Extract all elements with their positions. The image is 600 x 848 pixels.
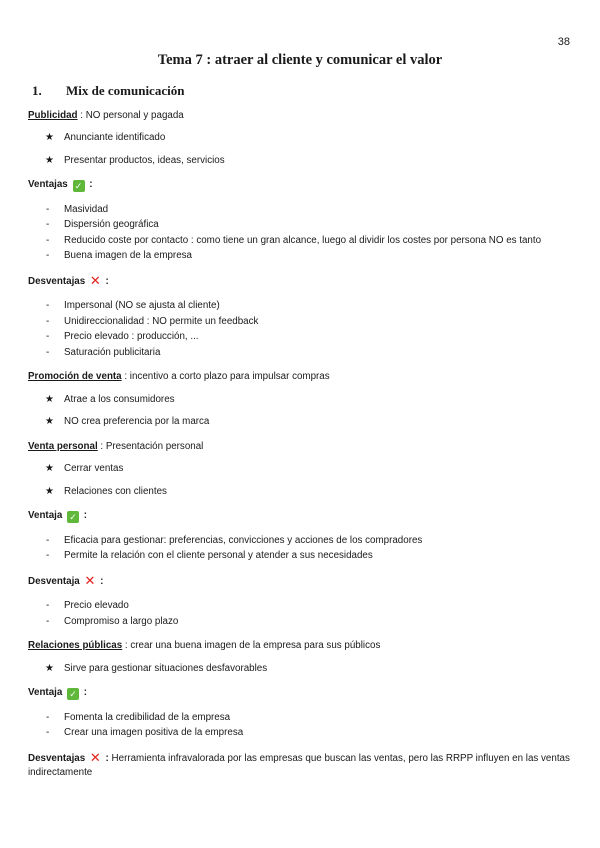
publicidad-desventajas-label: [28, 274, 573, 290]
dash-bullet: -: [46, 534, 50, 546]
list-item: [28, 330, 573, 345]
relaciones-ventaja-label: [28, 686, 573, 701]
list-item-text: Eficacia para gestionar: preferencias, convicciones y acciones de los compradores: [64, 534, 423, 546]
label-text: Desventajas: [28, 275, 86, 287]
label-colon: :: [102, 752, 109, 764]
check-icon: ✓: [67, 688, 79, 700]
star-icon: ★: [45, 485, 54, 497]
publicidad-ventajas-label: [28, 178, 573, 193]
promocion-points: [28, 393, 573, 430]
publicidad-definition-text: : NO personal y pagada: [77, 109, 184, 121]
publicidad-desventajas-list: [28, 299, 573, 360]
cross-icon: ✕: [89, 749, 101, 765]
label-text: Desventajas: [28, 752, 86, 764]
list-item: [28, 203, 573, 218]
list-item: [28, 726, 573, 741]
list-item-text: Precio elevado : producción, ...: [64, 331, 199, 342]
relaciones-desventajas: [28, 751, 573, 781]
list-item-text: Crear una imagen positiva de la empresa: [64, 727, 244, 738]
list-item: [28, 315, 573, 330]
promocion-definition: [28, 370, 573, 385]
list-item-text: Saturación publicitaria: [64, 346, 161, 358]
list-item-text: Buena imagen de la empresa: [64, 250, 192, 261]
list-item-text: Masividad: [64, 203, 109, 215]
dash-bullet: -: [46, 315, 50, 327]
list-item-text: Relaciones con clientes: [64, 485, 167, 497]
venta-personal-desventajas-list: [28, 599, 573, 629]
list-item-text: Dispersión geográfica: [64, 219, 159, 230]
label-text: Ventaja: [28, 510, 63, 521]
document-body: [28, 84, 573, 789]
label-colon: :: [102, 275, 109, 287]
list-item: [28, 549, 573, 564]
page-number: 38: [557, 36, 570, 48]
label-colon: :: [97, 575, 104, 587]
section-heading: [32, 84, 573, 99]
relaciones-desventajas-text: Herramienta infravalorada por las empresas que buscan las ventas, pero las RRPP influyen en las ventas indirectamente: [28, 752, 570, 778]
list-item-text: Atrae a los consumidores: [64, 393, 175, 405]
list-item: [28, 615, 573, 630]
relaciones-points: [28, 662, 573, 677]
venta-personal-definition: [28, 440, 573, 455]
list-item-text: Unidireccionalidad : NO permite un feedback: [64, 315, 259, 327]
venta-personal-term: Venta personal: [28, 440, 98, 452]
star-icon: ★: [45, 463, 54, 474]
dash-bullet: -: [46, 203, 50, 215]
list-item-text: Reducido coste por contacto : como tiene un gran alcance, luego al dividir los costes por persona NO es tanto: [64, 234, 542, 246]
venta-personal-ventaja-label: [28, 509, 573, 524]
list-item: [28, 415, 573, 430]
list-item-text: Anunciante identificado: [64, 132, 166, 143]
dash-bullet: -: [46, 346, 50, 358]
dash-bullet: -: [46, 300, 50, 311]
dash-bullet: -: [46, 219, 50, 230]
cross-icon: ✕: [89, 272, 101, 288]
label-text: Ventajas: [28, 179, 68, 190]
dash-bullet: -: [46, 234, 50, 246]
dash-bullet: -: [46, 727, 50, 738]
dash-bullet: -: [46, 550, 50, 561]
publicidad-definition: [28, 109, 573, 124]
venta-personal-points: [28, 462, 573, 499]
relaciones-ventajas-list: [28, 711, 573, 741]
venta-personal-desventaja-label: [28, 574, 573, 590]
list-item: [28, 218, 573, 233]
list-item: [28, 462, 573, 477]
label-text: Desventaja: [28, 575, 80, 587]
relaciones-definition: [28, 639, 573, 654]
list-item-text: Precio elevado: [64, 600, 129, 611]
promocion-term: Promoción de venta: [28, 371, 122, 382]
label-colon: :: [81, 510, 88, 521]
dash-bullet: -: [46, 615, 50, 627]
relaciones-desventajas-label: [28, 749, 109, 765]
list-item: [28, 131, 573, 146]
list-item: [28, 534, 573, 549]
list-item: [28, 299, 573, 314]
check-icon: ✓: [67, 511, 79, 523]
relaciones-definition-text: : crear una buena imagen de la empresa para sus públicos: [122, 640, 381, 651]
list-item: [28, 346, 573, 361]
label-colon: :: [81, 687, 88, 698]
page-title: Tema 7 : atraer al cliente y comunicar el valor: [157, 52, 443, 68]
check-icon: ✓: [73, 180, 85, 192]
list-item: [28, 662, 573, 677]
label-text: Ventaja: [28, 687, 63, 698]
list-item-text: Presentar productos, ideas, servicios: [64, 154, 225, 166]
list-item-text: Compromiso a largo plazo: [64, 615, 179, 627]
section-title: Mix de comunicación: [66, 83, 185, 98]
list-item: [28, 393, 573, 408]
star-icon: ★: [45, 132, 54, 143]
dash-bullet: -: [46, 331, 50, 342]
promocion-definition-text: : incentivo a corto plazo para impulsar compras: [121, 371, 330, 382]
list-item-text: Impersonal (NO se ajusta al cliente): [64, 300, 220, 311]
list-item-text: Permite la relación con el cliente personal y atender a sus necesidades: [64, 550, 373, 561]
star-icon: ★: [45, 393, 54, 405]
venta-personal-definition-text: : Presentación personal: [97, 440, 204, 452]
list-item-text: Sirve para gestionar situaciones desfavorables: [64, 662, 268, 674]
star-icon: ★: [45, 154, 54, 166]
list-item: [28, 711, 573, 726]
dash-bullet: -: [46, 600, 50, 611]
publicidad-term: Publicidad: [28, 109, 78, 121]
list-item: [28, 249, 573, 264]
list-item-text: NO crea preferencia por la marca: [64, 416, 210, 427]
dash-bullet: -: [46, 250, 50, 261]
star-icon: ★: [45, 662, 54, 674]
list-item: [28, 485, 573, 500]
list-item-text: Fomenta la credibilidad de la empresa: [64, 711, 231, 723]
cross-icon: ✕: [84, 572, 96, 588]
publicidad-points: [28, 131, 573, 168]
star-icon: ★: [45, 416, 54, 427]
venta-personal-ventajas-list: [28, 534, 573, 564]
dash-bullet: -: [46, 711, 50, 723]
section-number: 1.: [32, 83, 42, 98]
publicidad-ventajas-list: [28, 203, 573, 264]
relaciones-term: Relaciones públicas: [28, 640, 123, 651]
list-item: [28, 234, 573, 249]
list-item-text: Cerrar ventas: [64, 463, 124, 474]
label-colon: :: [86, 179, 93, 190]
list-item: [28, 154, 573, 169]
list-item: [28, 599, 573, 614]
